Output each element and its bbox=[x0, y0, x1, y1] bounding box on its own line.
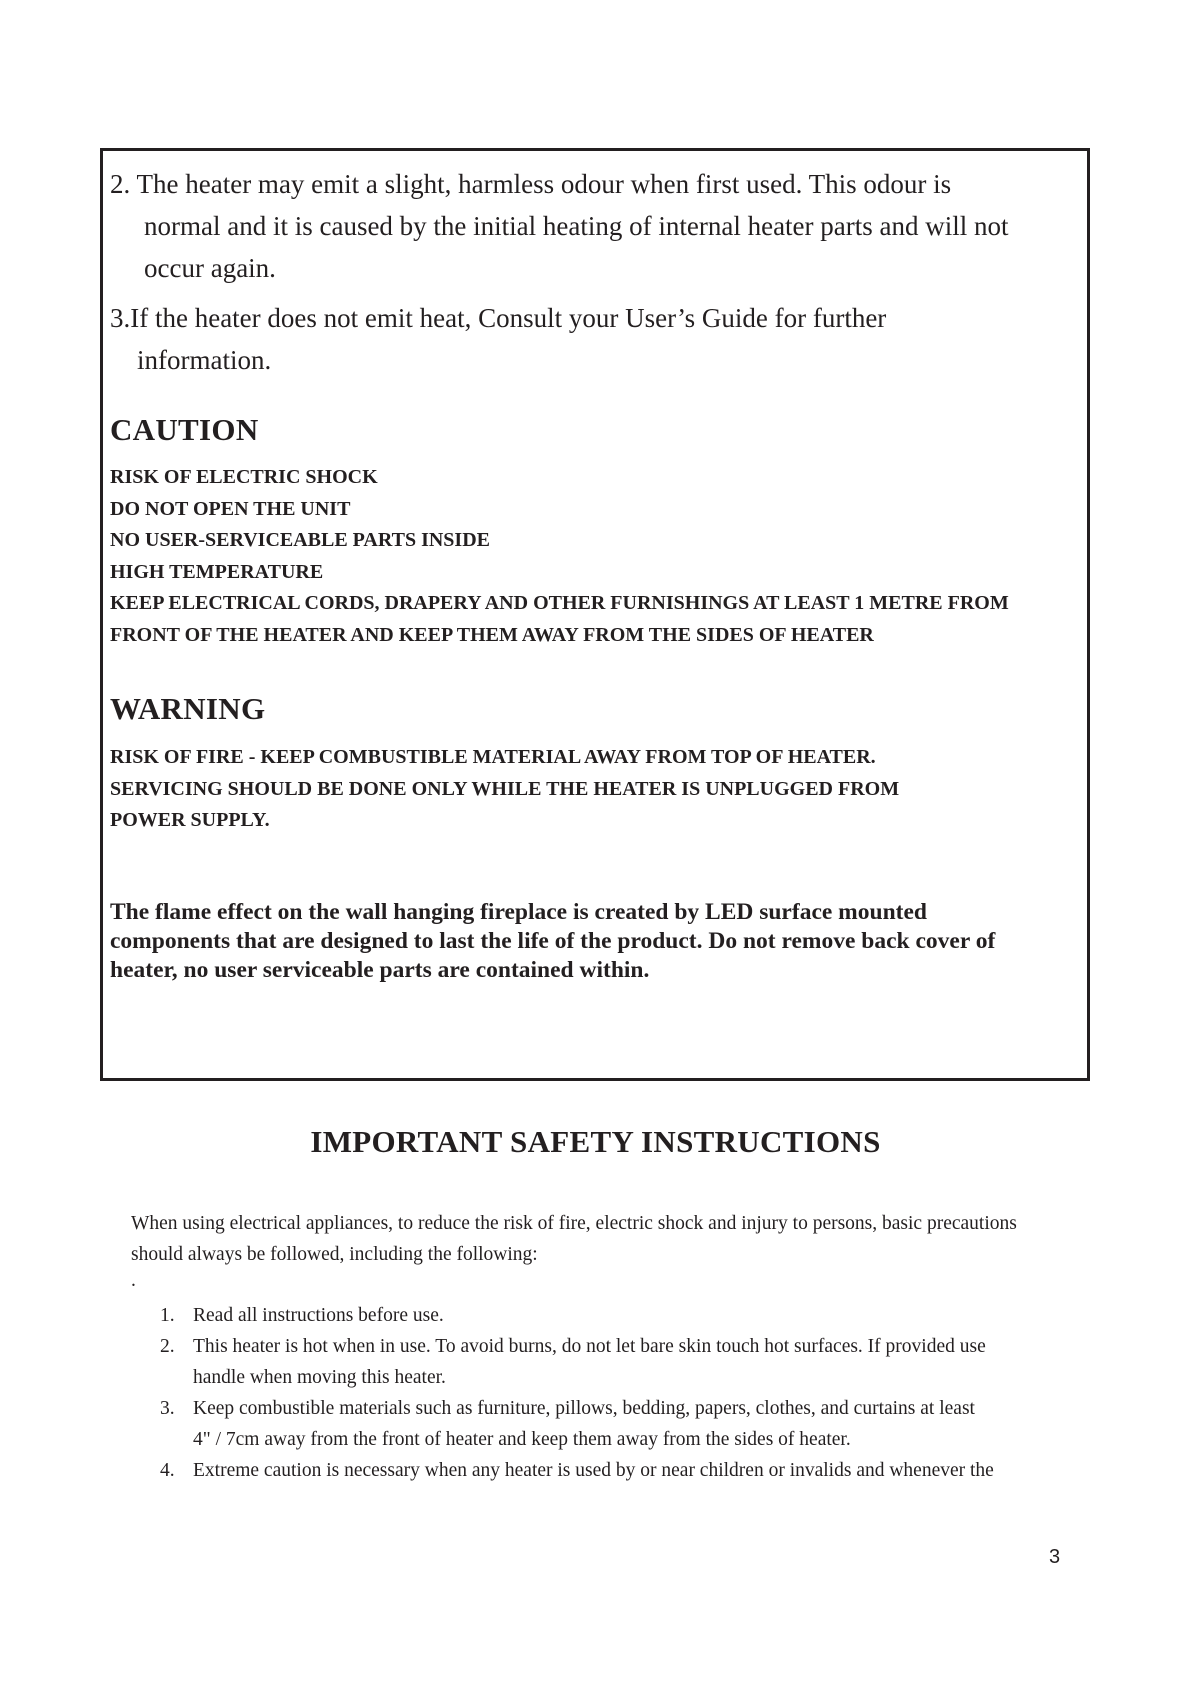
item-line: If the heater does not emit heat, Consult your User’s Guide for further bbox=[130, 303, 887, 333]
item-number: 2. bbox=[110, 169, 131, 199]
flame-effect-note bbox=[110, 898, 1070, 985]
caution-line: KEEP ELECTRICAL CORDS, DRAPERY AND OTHER FURNISHINGS AT LEAST 1 METRE FROM bbox=[110, 592, 1009, 614]
item-line: information. bbox=[137, 345, 272, 375]
list-line: handle when moving this heater. bbox=[193, 1367, 446, 1388]
flame-note-line: The flame effect on the wall hanging fireplace is created by LED surface mounted bbox=[110, 899, 927, 925]
flame-note-line: components that are designed to last the life of the product. Do not remove back cover of bbox=[110, 928, 996, 954]
caution-heading: CAUTION bbox=[110, 412, 259, 447]
flame-note-line: heater, no user serviceable parts are contained within. bbox=[110, 957, 650, 983]
notice-item-3 bbox=[110, 297, 1070, 381]
list-number: 3. bbox=[160, 1398, 175, 1419]
list-line: Extreme caution is necessary when any heater is used by or near children or invalids and whenever the bbox=[193, 1460, 994, 1481]
warning-line: RISK OF FIRE - KEEP COMBUSTIBLE MATERIAL AWAY FROM TOP OF HEATER. bbox=[110, 746, 876, 768]
list-item bbox=[160, 1393, 1060, 1455]
item-line: The heater may emit a slight, harmless odour when first used. This odour is bbox=[136, 169, 952, 199]
intro-line: should always be followed, including the following: bbox=[131, 1244, 538, 1265]
caution-line: FRONT OF THE HEATER AND KEEP THEM AWAY FROM THE SIDES OF HEATER bbox=[110, 623, 874, 646]
caution-line: HIGH TEMPERATURE bbox=[110, 560, 324, 583]
list-number: 1. bbox=[160, 1305, 175, 1326]
list-line: Read all instructions before use. bbox=[193, 1305, 444, 1326]
item-number: 3. bbox=[110, 303, 131, 333]
list-line: 4" / 7cm away from the front of heater and keep them away from the sides of heater. bbox=[193, 1429, 851, 1450]
caution-line: RISK OF ELECTRIC SHOCK bbox=[110, 466, 378, 488]
list-number: 4. bbox=[160, 1460, 175, 1481]
safety-list bbox=[160, 1300, 1060, 1486]
item-line: occur again. bbox=[144, 253, 276, 283]
caution-text bbox=[110, 462, 1070, 651]
intro-line: When using electrical appliances, to reduce the risk of fire, electric shock and injury to persons, basic precautions bbox=[131, 1213, 1017, 1234]
list-number: 2. bbox=[160, 1336, 175, 1357]
list-line: Keep combustible materials such as furniture, pillows, bedding, papers, clothes, and curtains at least bbox=[193, 1398, 975, 1419]
page-number: 3 bbox=[1049, 1546, 1061, 1568]
list-line: This heater is hot when in use. To avoid burns, do not let bare skin touch hot surfaces. If provided use bbox=[193, 1336, 986, 1357]
list-item bbox=[160, 1331, 1060, 1393]
safety-title: IMPORTANT SAFETY INSTRUCTIONS bbox=[310, 1124, 881, 1159]
warning-line: POWER SUPPLY. bbox=[110, 809, 270, 831]
stray-mark: . bbox=[131, 1270, 136, 1291]
caution-line: DO NOT OPEN THE UNIT bbox=[110, 497, 351, 520]
warning-line: SERVICING SHOULD BE DONE ONLY WHILE THE HEATER IS UNPLUGGED FROM bbox=[110, 777, 900, 800]
list-item bbox=[160, 1455, 1060, 1486]
item-line: normal and it is caused by the initial heating of internal heater parts and will not bbox=[144, 211, 1009, 241]
safety-intro bbox=[131, 1208, 1091, 1270]
caution-line: NO USER-SERVICEABLE PARTS INSIDE bbox=[110, 529, 490, 551]
warning-text bbox=[110, 742, 1070, 837]
warning-heading: WARNING bbox=[110, 691, 266, 726]
list-item bbox=[160, 1300, 1060, 1331]
notice-item-2 bbox=[110, 163, 1070, 289]
